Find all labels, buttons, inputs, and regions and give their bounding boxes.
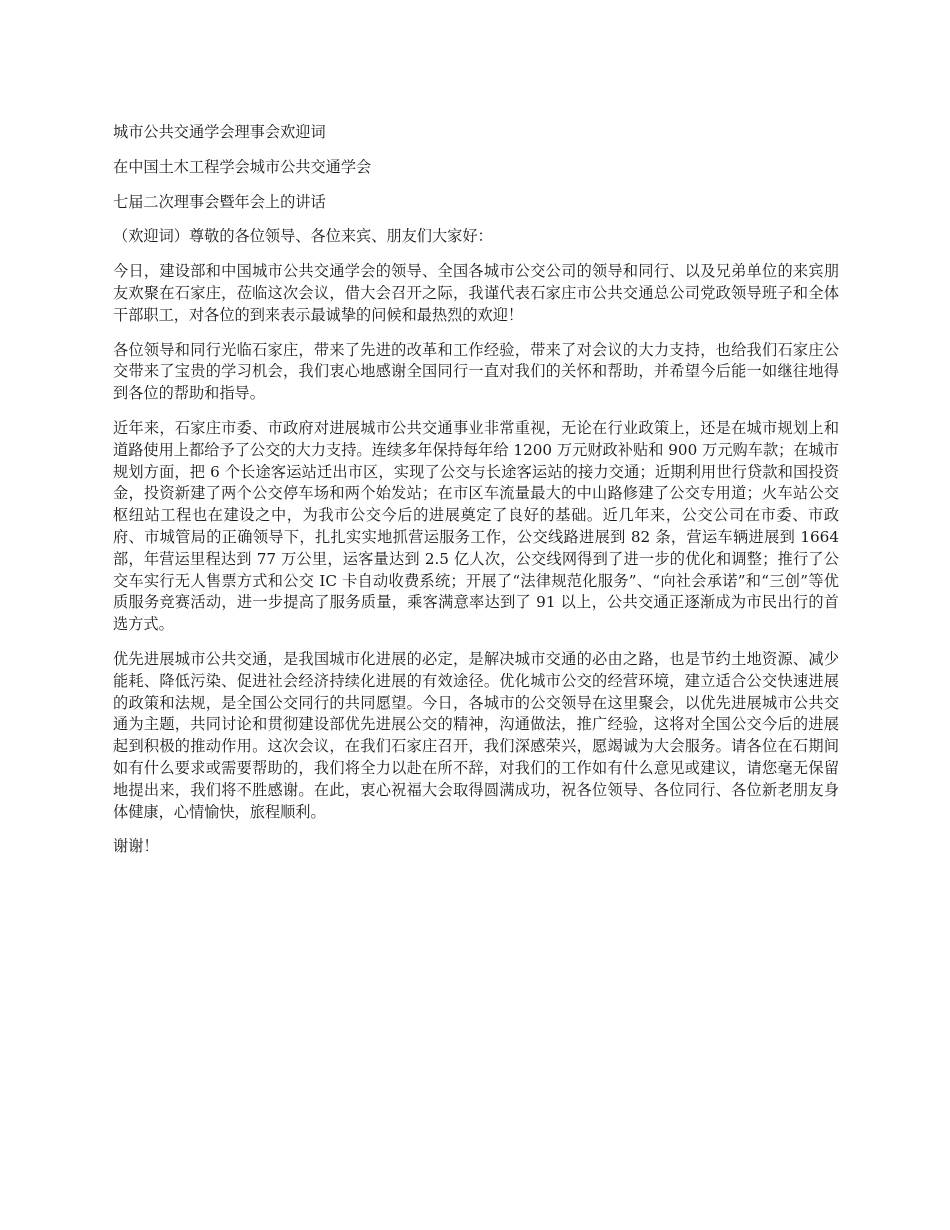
paragraph: 近年来，石家庄市委、市政府对进展城市公共交通事业非常重视，无论在行业政策上，还是在城市规划上和道路使用上都给予了公交的大力支持。连续多年保持每年给 1200 万元财政补贴和 900 万元购车款；在城市规划方面，把 6 个长途客运站迁出市区，实现了公交与长途客运站的接力交通；近期利用世行贷款和国投资金，投资新建了两个公交停车场和两个始发站；在市区车流量最大的中山路修建了公交专用道；火车站公交枢纽站工程也在建设之中，为我市公交今后的进展奠定了良好的基础。近几年来，公交公司在市委、市政府、市城管局的正确领导下，扎扎实实地抓营运服务工作，公交线路进展到 82 条，营运车辆进展到 1664 部，年营运里程达到 77 万公里，运客量达到 2.5 亿人次，公交线网得到了进一步的优化和调整；推行了公交车实行无人售票方式和公交 IC 卡自动收费系统；开展了“法律规范化服务”、“向社会承诺”和“三创”等优质服务竞赛活动，进一步提高了服务质量，乘客满意率达到了 91 以上，公共交通正逐渐成为市民出行的首选方式。 <box>113 418 839 634</box>
greeting: （欢迎词）尊敬的各位领导、各位来宾、朋友们大家好： <box>113 227 493 246</box>
document-page <box>113 122 839 871</box>
document-subtitle: 七届二次理事会暨年会上的讲话 <box>113 192 326 211</box>
paragraph: 今日，建设部和中国城市公共交通学会的领导、全国各城市公交公司的领导和同行、以及兄弟单位的来宾朋友欢聚在石家庄，莅临这次会议，借大会召开之际，我谨代表石家庄市公共交通总公司党政领导班子和全体干部职工，对各位的到来表示最诚挚的问候和最热烈的欢迎！ <box>113 262 839 324</box>
document-title: 城市公共交通学会理事会欢迎词 <box>113 123 326 141</box>
paragraph: 优先进展城市公共交通，是我国城市化进展的必定，是解决城市交通的必由之路，也是节约土地资源、减少能耗、降低污染、促进社会经济持续化进展的有效途径。优化城市公交的经营环境，建立适合公交快速进展的政策和法规，是全国公交同行的共同愿望。今日，各城市的公交领导在这里聚会，以优先进展城市公共交通为主题，共同讨论和贯彻建设部优先进展公交的精神，沟通做法，推广经验，这将对全国公交今后的进展起到积极的推动作用。这次会议，在我们石家庄召开，我们深感荣兴，愿竭诚为大会服务。请各位在石期间如有什么要求或需要帮助的，我们将全力以赴在所不辞，对我们的工作如有什么意见或建议，请您毫无保留地提出来，我们将不胜感谢。在此，衷心祝福大会取得圆满成功，祝各位领导、各位同行、各位新老朋友身体健康，心情愉快，旅程顺利。 <box>113 649 839 821</box>
closing: 谢谢！ <box>113 837 159 856</box>
document-subtitle: 在中国土木工程学会城市公共交通学会 <box>113 157 372 176</box>
paragraph: 各位领导和同行光临石家庄，带来了先进的改革和工作经验，带来了对会议的大力支持，也给我们石家庄公交带来了宝贵的学习机会，我们衷心地感谢全国同行一直对我们的关怀和帮助，并希望今后能一如继往地得到各位的帮助和指导。 <box>113 340 839 403</box>
